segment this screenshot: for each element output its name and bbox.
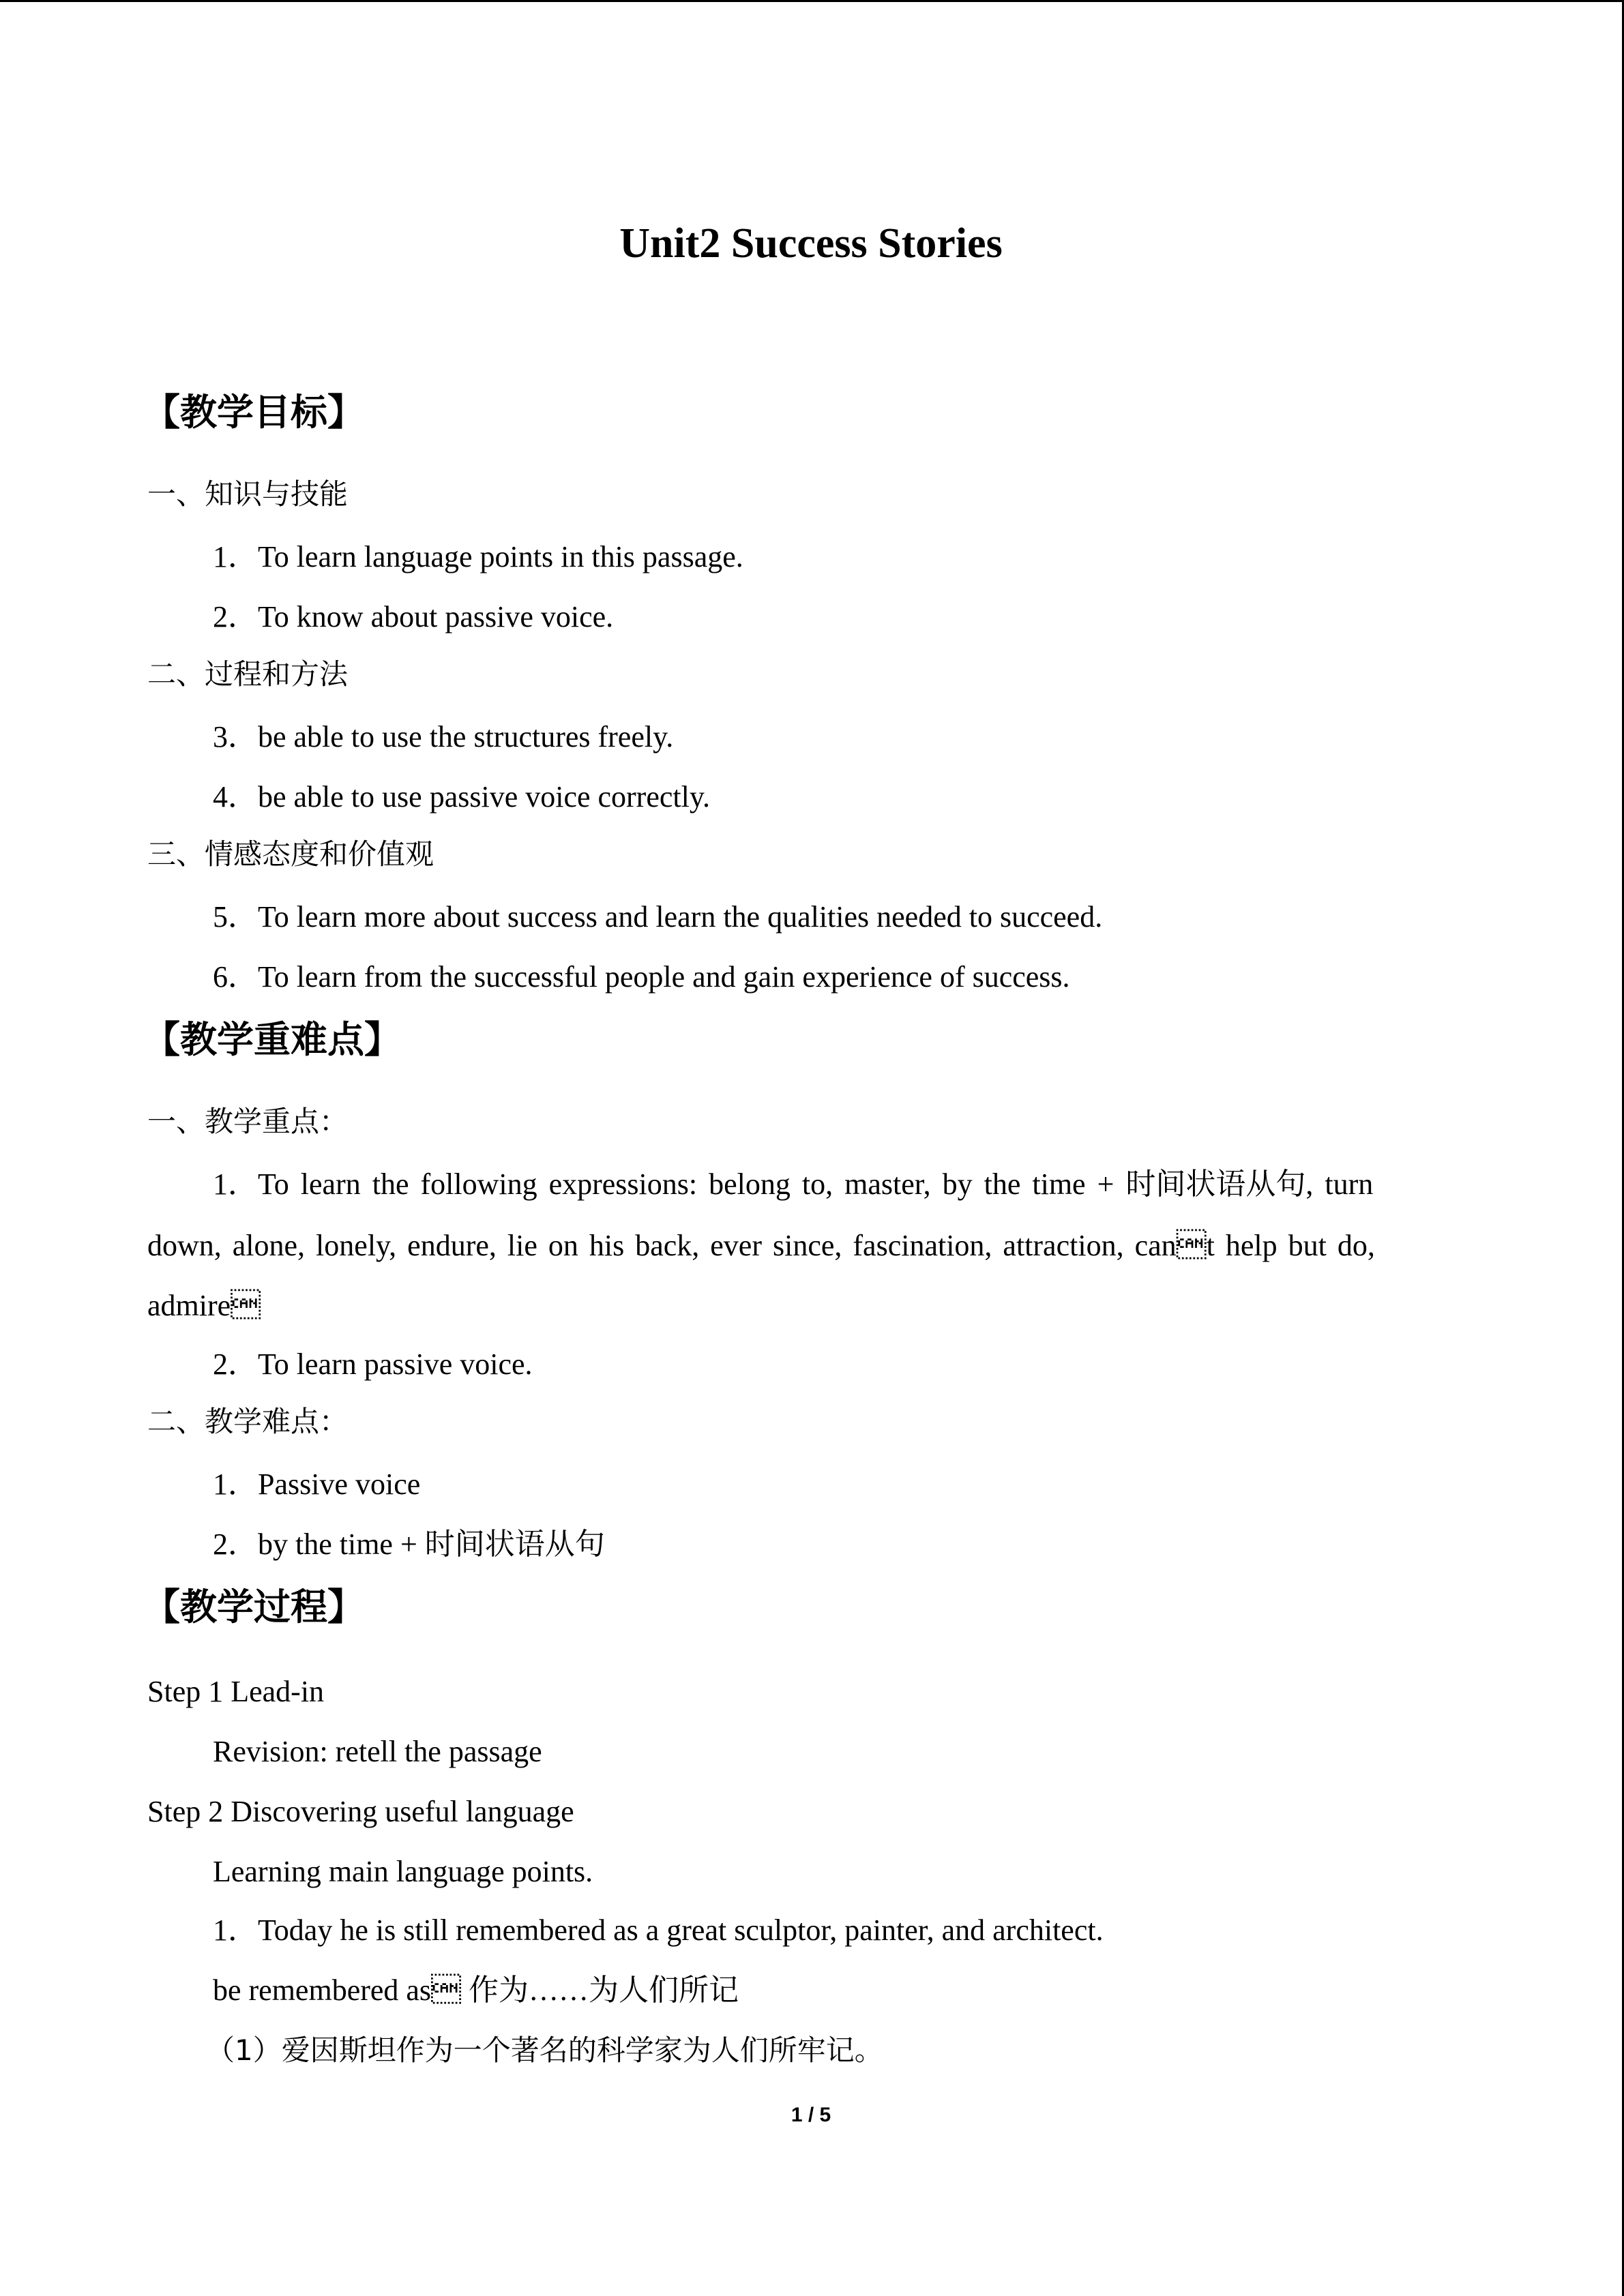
difficult-point-1: 1．Passive voice xyxy=(213,1467,421,1501)
objective-item-6: 6．To learn from the successful people and gain experience of success. xyxy=(213,960,1070,994)
objective-item-3: 3．be able to use the structures freely. xyxy=(213,720,674,754)
page-title: Unit2 Success Stories xyxy=(619,220,1003,267)
key-point-1-line-3: admire xyxy=(147,1289,261,1322)
subheading-attitudes-values: 三、情感态度和价值观 xyxy=(147,837,434,871)
subheading-key-points: 一、教学重点： xyxy=(147,1105,349,1138)
subheading-difficult-points: 二、教学难点： xyxy=(147,1405,349,1438)
step-1-text: Revision: retell the passage xyxy=(213,1735,542,1768)
objective-item-2: 2．To know about passive voice. xyxy=(213,600,614,633)
key-point-2: 2．To learn passive voice. xyxy=(213,1347,533,1381)
objective-item-5: 5．To learn more about success and learn the qualities needed to succeed. xyxy=(213,900,1103,934)
step-2-text: Learning main language points. xyxy=(213,1855,593,1888)
difficult-point-2: 2．by the time + 时间状语从句 xyxy=(213,1527,605,1561)
section-heading-key-difficult-points: 【教学重难点】 xyxy=(143,1018,401,1061)
section-heading-teaching-process: 【教学过程】 xyxy=(143,1585,364,1628)
language-point-1-phrase: be remembered as 作为……为人们所记 xyxy=(213,1973,739,2007)
step-1-title: Step 1 Lead-in xyxy=(147,1675,325,1708)
step-2-title: Step 2 Discovering useful language xyxy=(147,1795,574,1828)
section-heading-teaching-objectives: 【教学目标】 xyxy=(143,391,364,434)
exercise-1: （1）爱因斯坦作为一个著名的科学家为人们所牢记。 xyxy=(206,2033,883,2067)
subheading-process-methods: 二、过程和方法 xyxy=(147,657,349,691)
key-point-1-line-1: 1．To learn the following expressions: belong to, master, by the time + 时间状语从句, turn xyxy=(213,1167,1374,1201)
language-point-1: 1．Today he is still remembered as a great sculptor, painter, and architect. xyxy=(213,1913,1104,1947)
objective-item-1: 1．To learn language points in this passage. xyxy=(213,540,743,573)
page-number: 1 / 5 xyxy=(791,2104,831,2126)
key-point-1-line-2: down, alone, lonely, endure, lie on his back, ever since, fascination, attraction, cant help but do, xyxy=(147,1229,1375,1262)
subheading-knowledge-skills: 一、知识与技能 xyxy=(147,477,349,511)
objective-item-4: 4．be able to use passive voice correctly. xyxy=(213,780,710,814)
